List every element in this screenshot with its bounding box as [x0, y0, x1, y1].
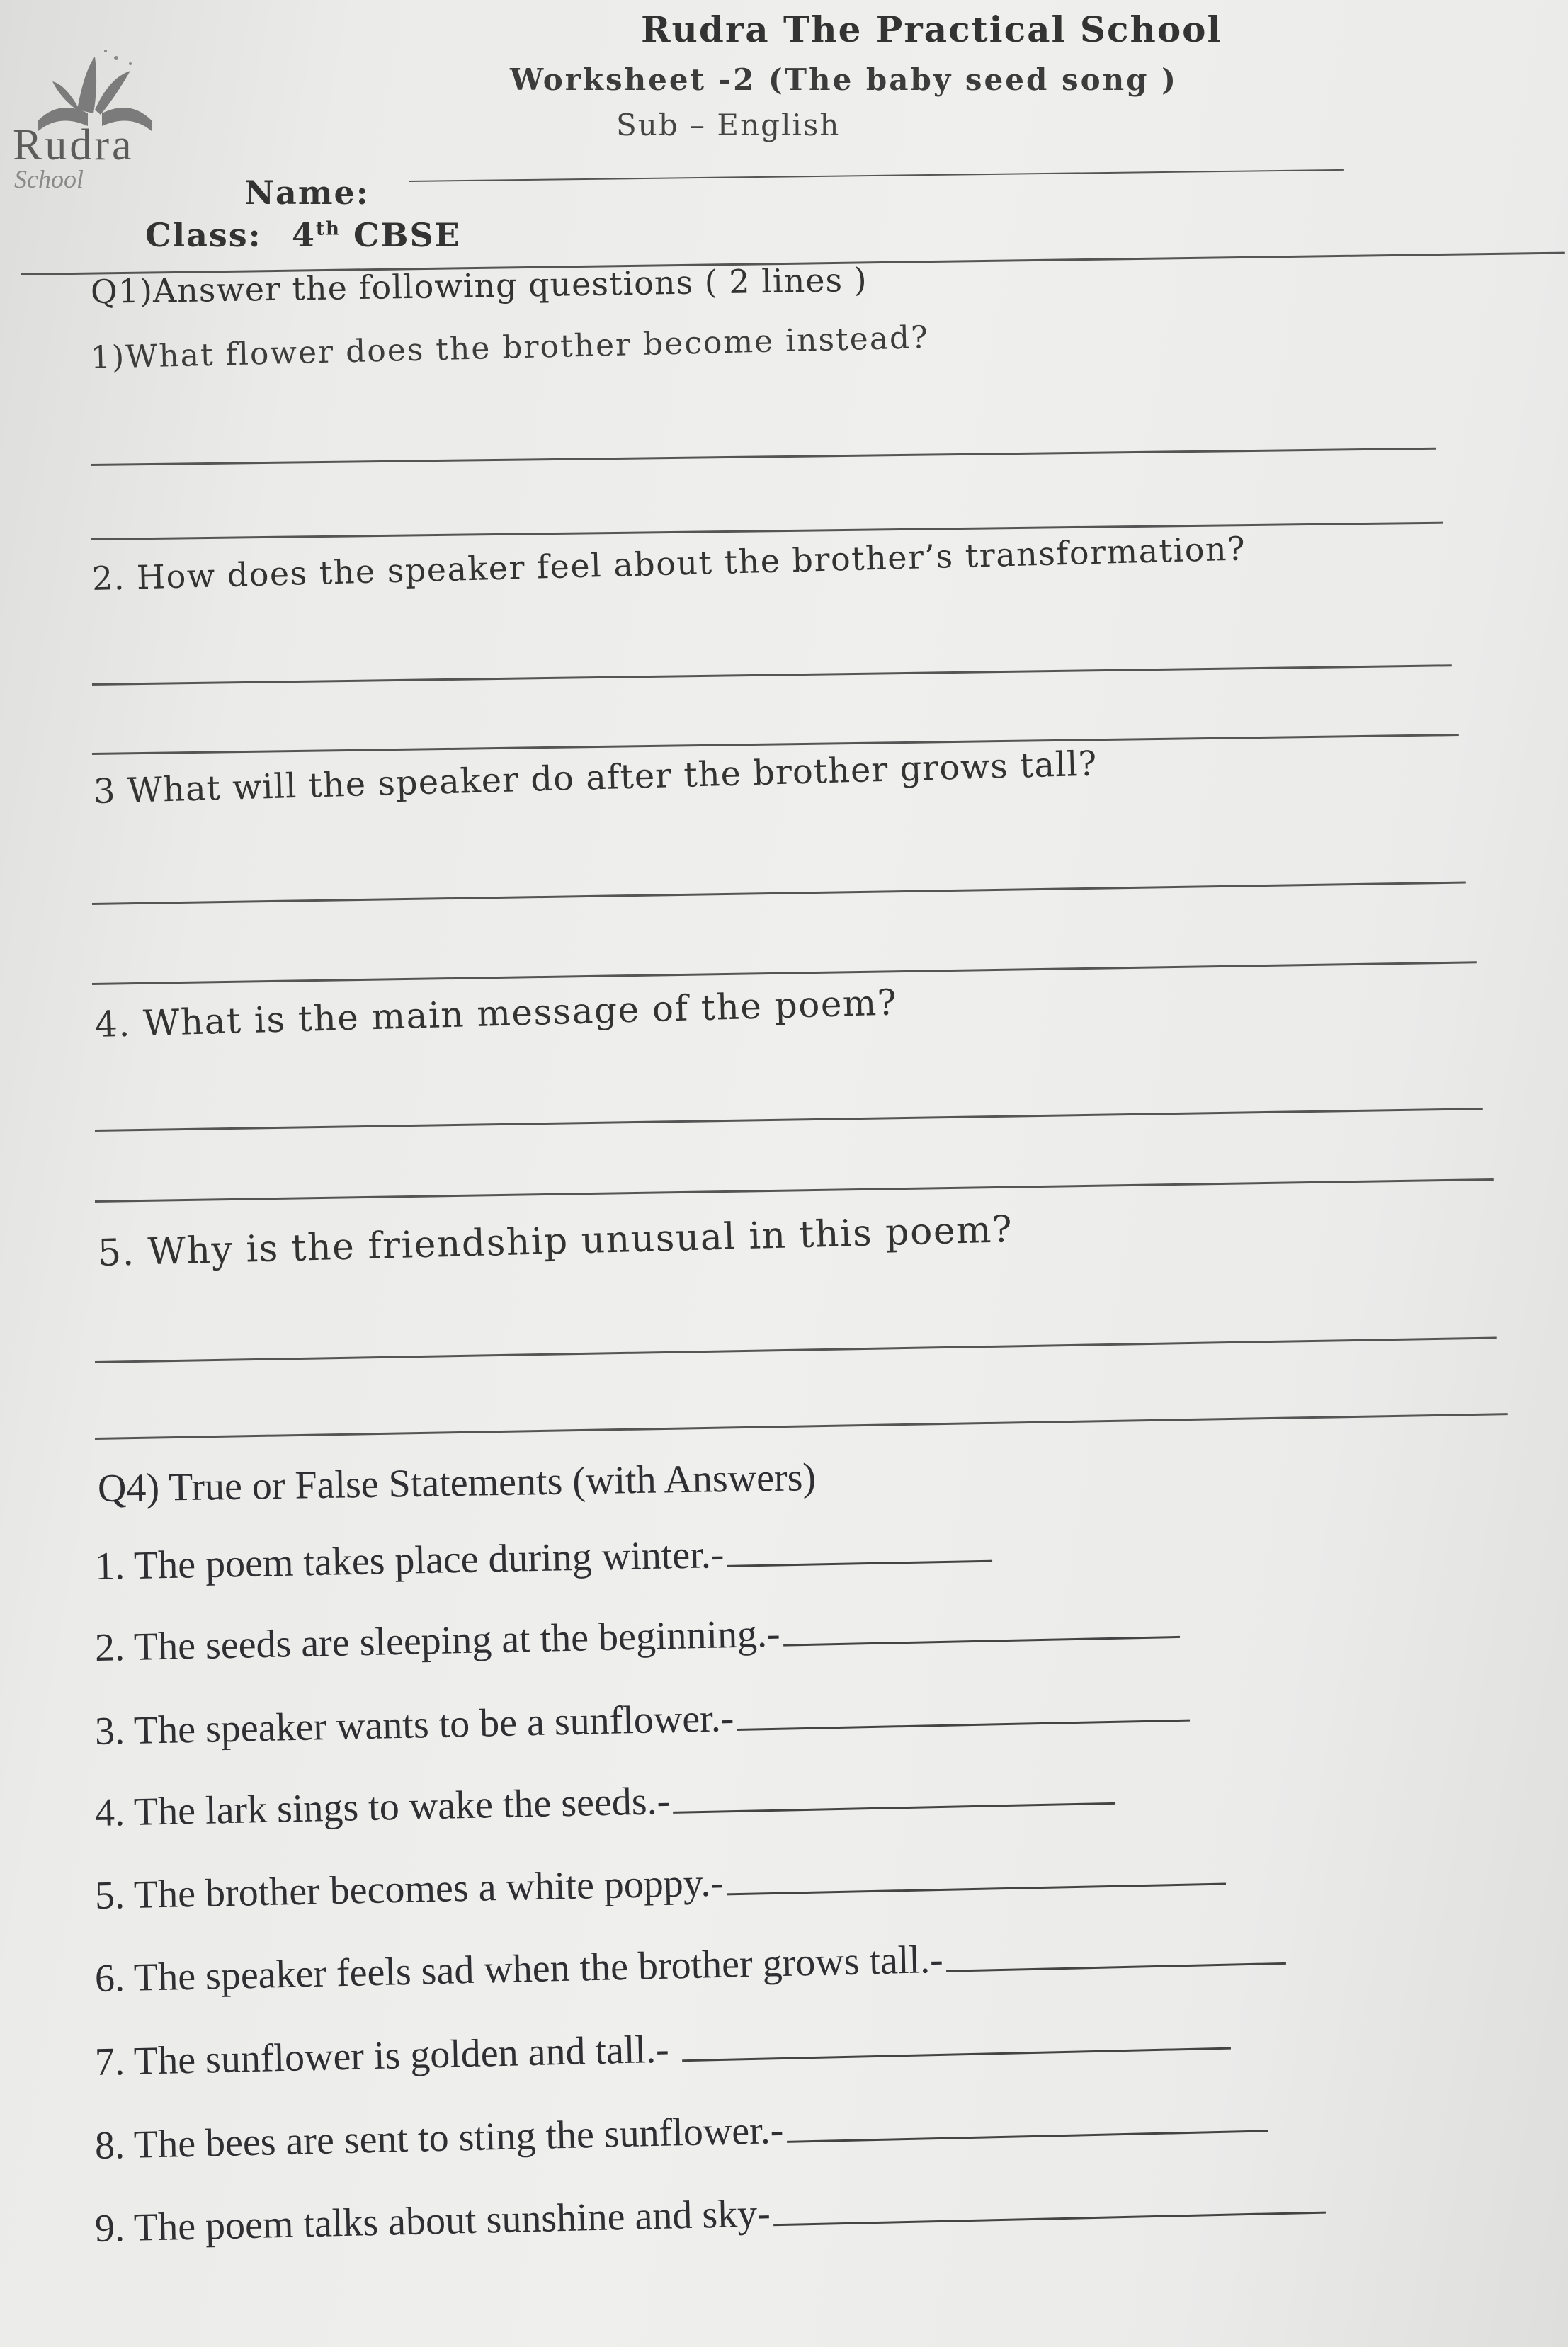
- question-5: 5. Why is the friendship unusual in this poem?: [97, 1208, 1014, 1275]
- answer-blank: [737, 1719, 1191, 1731]
- answer-blank: [773, 2211, 1326, 2227]
- q4-heading: Q4) True or False Statements (with Answers): [97, 1455, 817, 1511]
- answer-blank: [727, 1882, 1226, 1896]
- worksheet-title: Worksheet -2 (The baby seed song ): [510, 62, 1178, 97]
- tf-statement-1: 1. The poem takes place during winter.-: [94, 1527, 992, 1589]
- answer-blank: [673, 1802, 1115, 1814]
- question-3: 3 What will the speaker do after the brother grows tall?: [93, 744, 1098, 812]
- question-4: 4. What is the main message of the poem?: [94, 982, 898, 1045]
- answer-blank: [787, 2129, 1268, 2142]
- answer-blank: [946, 1962, 1286, 1972]
- logo-wordmark: Rudra: [13, 121, 135, 169]
- class-label: Class:: [145, 216, 262, 254]
- question-2: 2. How does the speaker feel about the brother’s transformation?: [91, 529, 1246, 598]
- answer-line: [92, 664, 1452, 686]
- logo-subtext: School: [14, 165, 84, 193]
- tf-statement-7: 7. The sunflower is golden and tall.-: [94, 2014, 1231, 2085]
- subject-label: Sub – English: [616, 108, 841, 142]
- name-label: Name:: [244, 174, 370, 212]
- class-value: 4th CBSE: [292, 216, 461, 254]
- tf-statement-3: 3. The speaker wants to be a sunflower.-: [94, 1686, 1190, 1754]
- answer-line: [95, 1178, 1494, 1203]
- tf-statement-2: 2. The seeds are sleeping at the beginning.-: [94, 1603, 1180, 1671]
- answer-line: [95, 1336, 1497, 1363]
- answer-blank: [727, 1559, 993, 1567]
- tf-statement-5: 5. The brother becomes a white poppy.-: [94, 1850, 1226, 1919]
- answer-line: [95, 1108, 1483, 1132]
- answer-blank: [682, 2047, 1231, 2062]
- answer-blank: [783, 1635, 1180, 1647]
- tf-statement-9: 9. The poem talks about sunshine and sky-: [94, 2178, 1326, 2251]
- question-1: 1)What flower does the brother become instead?: [90, 319, 930, 376]
- tf-statement-8: 8. The bees are sent to sting the sunflower.-: [94, 2096, 1268, 2169]
- tf-statement-4: 4. The lark sings to wake the seeds.-: [94, 1769, 1115, 1836]
- tf-statement-6: 6. The speaker feels sad when the brother grows tall.-: [94, 1929, 1286, 2001]
- answer-line: [92, 961, 1477, 985]
- school-name: Rudra The Practical School: [641, 8, 1222, 50]
- answer-line: [92, 882, 1466, 905]
- name-line: [409, 169, 1344, 182]
- answer-line: [95, 1413, 1508, 1440]
- answer-line: [91, 448, 1436, 466]
- q1-heading: Q1)Answer the following questions ( 2 lines ): [90, 260, 868, 311]
- answer-line: [92, 734, 1459, 755]
